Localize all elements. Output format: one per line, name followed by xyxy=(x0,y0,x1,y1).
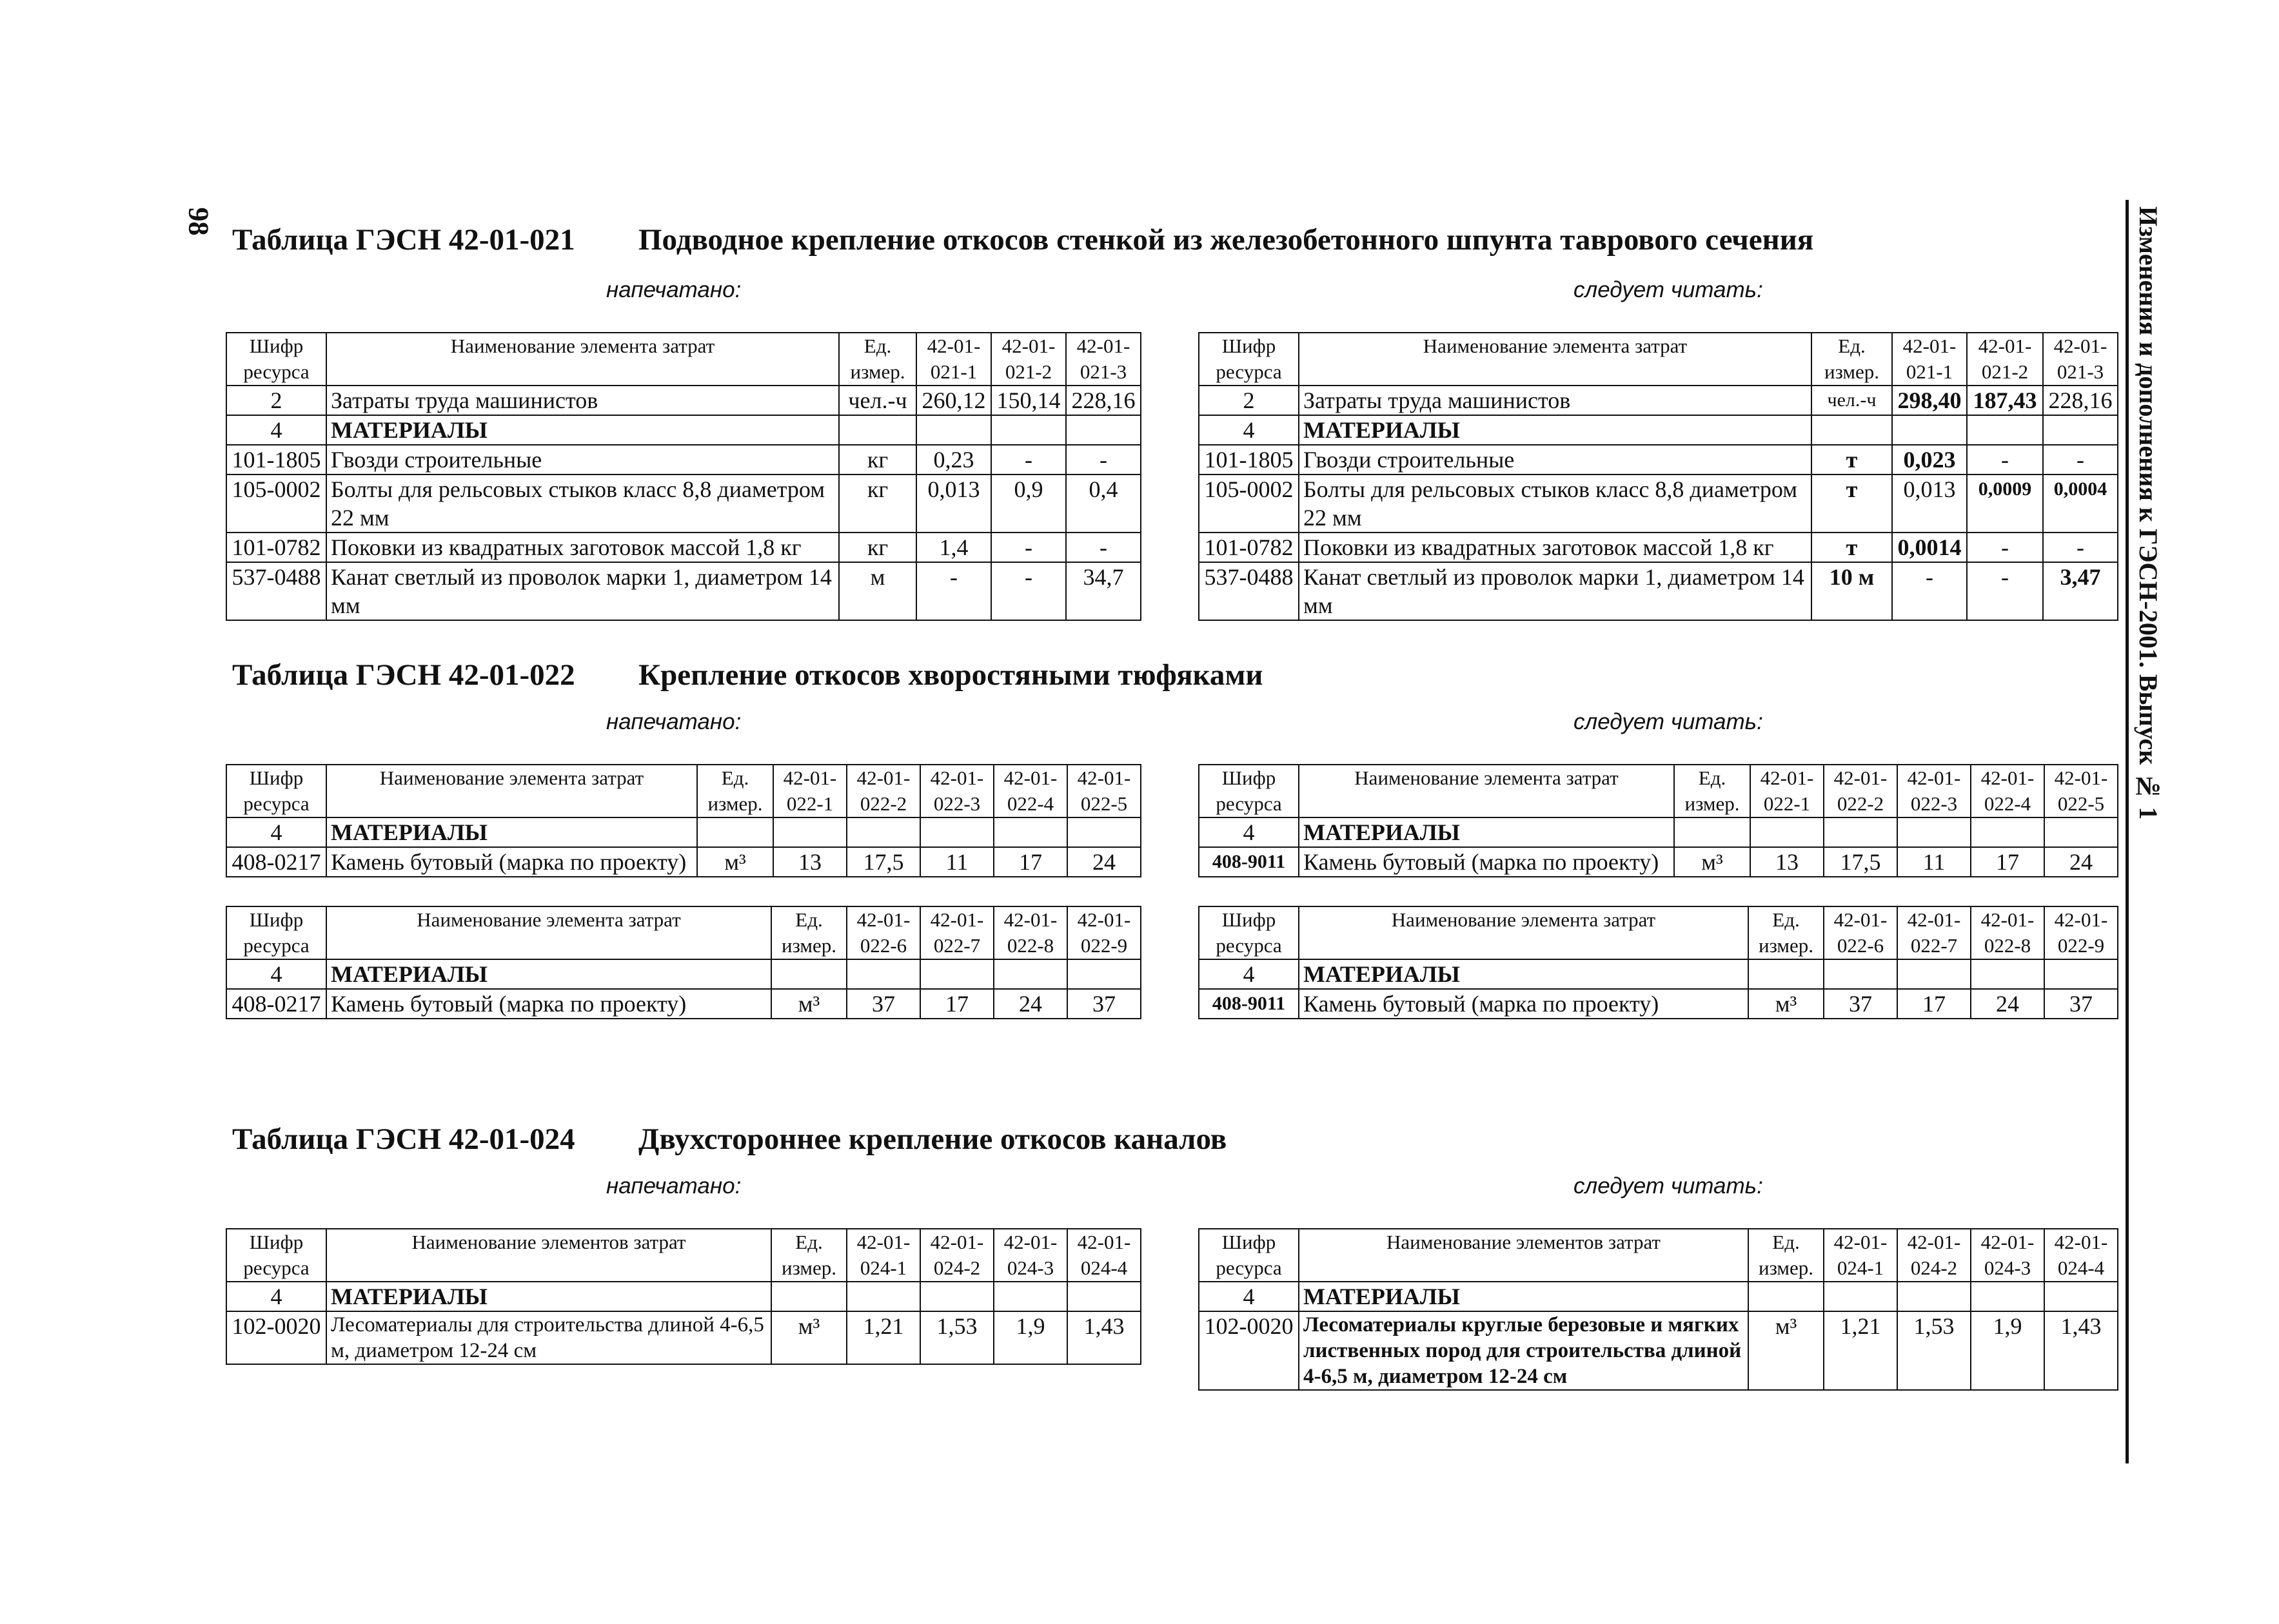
table-row: 101-1805 Гвозди строительные кг 0,23 - - xyxy=(226,445,1141,474)
section-title-022: Таблица ГЭСН 42-01-022 Крепление откосов хворостяными тюфяками xyxy=(232,658,1263,692)
table-row: 105-0002 Болты для рельсовых стыков класс 8,8 диаметром 22 мм т 0,013 0,0009 0,0004 xyxy=(1199,474,2118,533)
table-header: Шифр ресурса Наименование элемента затрат Ед. измер. 42-01- 022-1 42-01- 022-2 42-01- 022-3 42-01- 022-4 42-01- 022-5 xyxy=(226,765,1141,817)
table-row: 101-0782 Поковки из квадратных заготовок массой 1,8 кг т 0,0014 - - xyxy=(1199,533,2118,562)
table-header: Шифр ресурса Наименование элементов затрат Ед. измер. 42-01- 024-1 42-01- 024-2 42-01- 024-3 42-01- 024-4 xyxy=(1199,1229,2118,1282)
table-row: 2 Затраты труда машинистов чел.-ч 298,40 187,43 228,16 xyxy=(1199,386,2118,415)
printed-label-024: напечатано: xyxy=(606,1173,742,1198)
section-title-021: Таблица ГЭСН 42-01-021 Подводное крепление откосов стенкой из железобетонного шпунта таврового сечения xyxy=(232,223,1814,257)
table-row: 408-9011 Камень бутовый (марка по проекту) м³ 37 17 24 37 xyxy=(1199,989,2118,1019)
page-number: 98 xyxy=(183,207,215,236)
table-row: 408-0217 Камень бутовый (марка по проекту) м³ 37 17 24 37 xyxy=(226,989,1141,1019)
table-header: Шифр ресурса Наименование элемента затрат Ед. измер. 42-01- 022-1 42-01- 022-2 42-01- 022-3 42-01- 022-4 42-01- 022-5 xyxy=(1199,765,2118,817)
table-024-printed xyxy=(226,1228,1141,1365)
printed-label-022: напечатано: xyxy=(606,709,742,734)
printed-label-021: напечатано: xyxy=(606,277,742,302)
table-row: 4 МАТЕРИАЛЫ xyxy=(226,959,1141,989)
table-row: 537-0488 Канат светлый из проволок марки 1, диаметром 14 мм 10 м - - 3,47 xyxy=(1199,562,2118,620)
section-title-024: Таблица ГЭСН 42-01-024 Двухстороннее крепление откосов каналов xyxy=(232,1122,1227,1156)
read-as-label-021: следует читать: xyxy=(1574,277,1763,302)
table-row: 102-0020 Лесоматериалы для строительства длиной 4-6,5 м, диаметром 12-24 см м³ 1,21 1,53 1,9 1,43 xyxy=(226,1311,1141,1364)
table-022-printed-b xyxy=(226,906,1141,1019)
table-022-corrected-a xyxy=(1198,764,2118,877)
table-header: Шифр ресурса Наименование элемента затрат Ед. измер. 42-01- 022-6 42-01- 022-7 42-01- 022-8 42-01- 022-9 xyxy=(1199,906,2118,959)
table-row: 408-0217 Камень бутовый (марка по проекту) м³ 13 17,5 11 17 24 xyxy=(226,847,1141,877)
table-021-printed xyxy=(226,332,1141,621)
table-header: Шифр ресурса Наименование элемента затрат Ед. измер. 42-01- 021-1 42-01- 021-2 42-01- 021-3 xyxy=(226,333,1141,386)
table-row: 4 МАТЕРИАЛЫ xyxy=(226,415,1141,445)
table-row: 4 МАТЕРИАЛЫ xyxy=(1199,817,2118,847)
table-header: Шифр ресурса Наименование элементов затрат Ед. измер. 42-01- 024-1 42-01- 024-2 42-01- 024-3 42-01- 024-4 xyxy=(226,1229,1141,1282)
table-row: 537-0488 Канат светлый из проволок марки 1, диаметром 14 мм м - - 34,7 xyxy=(226,562,1141,620)
table-row: 105-0002 Болты для рельсовых стыков класс 8,8 диаметром 22 мм кг 0,013 0,9 0,4 xyxy=(226,474,1141,533)
table-021-corrected xyxy=(1198,332,2118,621)
table-header: Шифр ресурса Наименование элемента затрат Ед. измер. 42-01- 022-6 42-01- 022-7 42-01- 022-8 42-01- 022-9 xyxy=(226,906,1141,959)
table-022-corrected-b xyxy=(1198,906,2118,1019)
table-row: 102-0020 Лесоматериалы круглые березовые и мягких лиственных пород для строительства длиной 4-6,5 м, диаметром 12-24 см м³ 1,21 1,53 1,9 1,43 xyxy=(1199,1311,2118,1390)
table-row: 2 Затраты труда машинистов чел.-ч 260,12 150,14 228,16 xyxy=(226,386,1141,415)
read-as-label-022: следует читать: xyxy=(1574,709,1763,734)
table-row: 4 МАТЕРИАЛЫ xyxy=(1199,1282,2118,1311)
table-row: 4 МАТЕРИАЛЫ xyxy=(1199,959,2118,989)
table-row: 101-1805 Гвозди строительные т 0,023 - - xyxy=(1199,445,2118,474)
table-row: 4 МАТЕРИАЛЫ xyxy=(1199,415,2118,445)
table-row: 408-9011 Камень бутовый (марка по проекту) м³ 13 17,5 11 17 24 xyxy=(1199,847,2118,877)
running-header: Изменения и дополнения к ГЭСН-2001. Выпуск № 1 xyxy=(2134,206,2163,820)
table-row: 101-0782 Поковки из квадратных заготовок массой 1,8 кг кг 1,4 - - xyxy=(226,533,1141,562)
table-024-corrected xyxy=(1198,1228,2118,1391)
table-row: 4 МАТЕРИАЛЫ xyxy=(226,817,1141,847)
table-022-printed-a xyxy=(226,764,1141,877)
read-as-label-024: следует читать: xyxy=(1574,1173,1763,1198)
table-header: Шифр ресурса Наименование элемента затрат Ед. измер. 42-01- 021-1 42-01- 021-2 42-01- 021-3 xyxy=(1199,333,2118,386)
table-row: 4 МАТЕРИАЛЫ xyxy=(226,1282,1141,1311)
